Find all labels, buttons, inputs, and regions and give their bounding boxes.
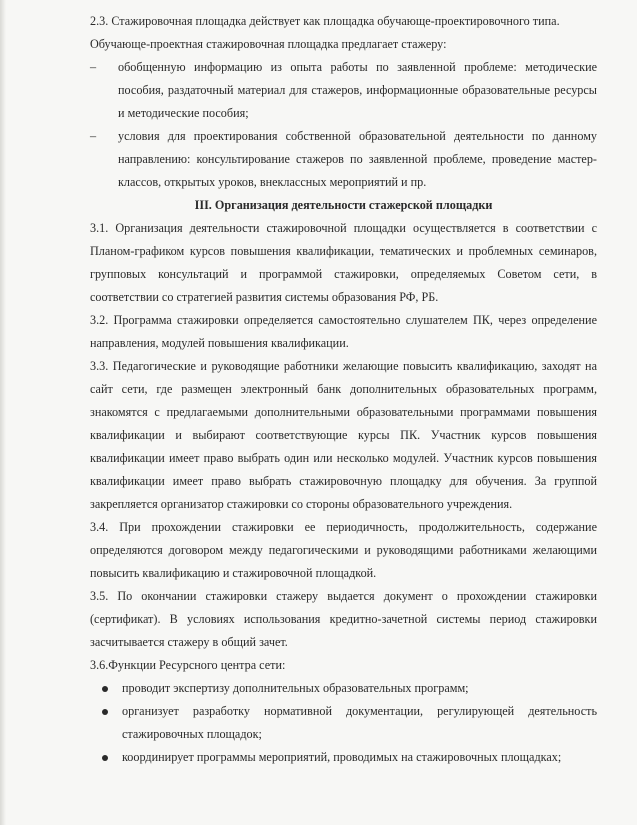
paragraph-2-3: 2.3. Стажировочная площадка действует как площадка обучающе-проектировочного типа.	[90, 14, 560, 28]
paragraph-3-3: 3.3. Педагогические и руководящие работники желающие повысить квалификацию, заходят на сайт сети, где размещен электронный банк дополнительных образовательных программ, знакомятся с предлагаемыми дополнительными образовательными программами повышения квалификации и выбирают соответствующие курсы ПК. Участник курсов повышения квалификации имеет право выбрать один или несколько модулей. Участник курсов повышения квалификации имеет право выбрать стажировочную площадку для обучения. За группой закрепляется организатор стажировки со стороны образовательного учреждения.	[90, 359, 597, 511]
bullet-list-item	[90, 700, 597, 746]
bullet-dot-icon	[102, 709, 108, 715]
bullet-item-text: координирует программы мероприятий, проводимых на стажировочных площадках;	[122, 750, 562, 764]
bullet-list-item	[90, 746, 597, 769]
bullet-list-item	[90, 677, 597, 700]
dash-item-text: условия для проектирования собственной образовательной деятельности по данному направлению: консультирование стажеров по заявленной проблеме, проведение мастер-классов, открытых уроков, внеклассных мероприятий и пр.	[118, 129, 597, 189]
bullet-dot-icon	[102, 686, 108, 692]
section-heading: III. Организация деятельности стажерской площадки	[194, 198, 493, 212]
bullet-item-text: организует разработку нормативной документации, регулирующей деятельность стажировочных площадок;	[122, 704, 597, 741]
dash-list-item	[90, 56, 597, 125]
dash-item-text: обобщенную информацию из опыта работы по заявленной проблеме: методические пособия, раздаточный материал для стажеров, информационные образовательные ресурсы и методические пособия;	[118, 60, 597, 120]
bullet-dot-icon	[102, 755, 108, 761]
paragraph-3-4: 3.4. При прохождении стажировки ее периодичность, продолжительность, содержание определяются договором между педагогическими и руководящими работниками желающими повысить квалификацию и стажировочной площадкой.	[90, 520, 597, 580]
bullet-list	[90, 677, 597, 769]
paragraph-intro: Обучающе-проектная стажировочная площадка предлагает стажеру:	[90, 37, 447, 51]
dash-list-item	[90, 125, 597, 194]
scan-edge	[0, 0, 6, 825]
paragraph-3-5: 3.5. По окончании стажировки стажеру выдается документ о прохождении стажировки (сертификат). В условиях использования кредитно-зачетной системы период стажировки засчитывается стажеру в общий зачет.	[90, 589, 597, 649]
bullet-item-text: проводит экспертизу дополнительных образовательных программ;	[122, 681, 469, 695]
paragraph-3-1: 3.1. Организация деятельности стажировочной площадки осуществляется в соответствии с Планом-графиком курсов повышения квалификации, тематических и проблемных семинаров, групповых консультаций и программой стажировки, определяемых Советом сети, в соответствии со стратегией развития системы образования РФ, РБ.	[90, 221, 597, 304]
dash-marker: –	[90, 129, 97, 143]
paragraph-3-2: 3.2. Программа стажировки определяется самостоятельно слушателем ПК, через определение направления, модулей повышения квалификации.	[90, 313, 597, 350]
dash-marker: –	[90, 60, 97, 74]
paragraph-3-6: 3.6.Функции Ресурсного центра сети:	[90, 658, 286, 672]
